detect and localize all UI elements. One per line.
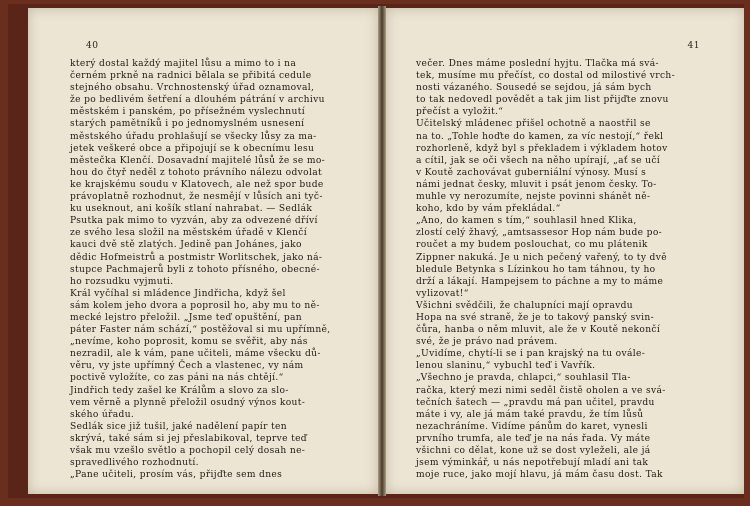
text-line: věru, vy jste upřímný Čech a vlastenec, vy nám [70, 361, 304, 372]
text-line: právoplatně rozhodnut, že nesmějí v lůsích ani tyč- [70, 192, 323, 203]
text-line: na to. „Tohle hoďte do kamen, za víc nestojí,“ řekl [416, 131, 664, 142]
text-line: nezachráníme. Vidíme pánům do karet, vynesli [416, 421, 648, 432]
text-line: tek, musíme mu přečíst, co dostal od milostivé vrch- [416, 71, 676, 82]
text-line: „Všechno je pravda, chlapci,“ souhlasil Tla- [416, 373, 631, 384]
text-line: který dostal každý majitel lůsu a mimo to i na [70, 59, 297, 69]
text-line: Hopa na své straně, že je to takový panský svin- [416, 312, 655, 323]
right-page [386, 8, 744, 494]
text-line: to tak nedovedl povědět a tak jim list přijďte znovu [416, 95, 669, 106]
text-line: zlostí celý žhavý, „amtsassesor Hop nám bude po- [416, 228, 663, 239]
text-line: Král vyčíhal si mládence Jindřicha, když šel [70, 288, 286, 299]
text-line: ke krajskému soudu v Klatovech, ale než spor bude [70, 179, 324, 190]
text-line: jetek veškeré obce a připojují se k obecnímu lesu [70, 143, 315, 154]
text-line: drží a lákají. Hampejsem to páchne a my to máme [416, 276, 664, 287]
text-line: račka, který mezi nimi seděl čistě oholen a ve svá- [416, 385, 666, 396]
text-line: Sedlák sice již tušil, jaké nadělení papír ten [70, 421, 287, 432]
text-line: dědic Hofmeistrů a postmistr Worlitschek, jako ná- [70, 252, 323, 263]
text-line: sám kolem jeho dvora a poprosil ho, aby mu to ně- [70, 300, 320, 311]
text-line: máte i vy, ale já mám také pravdu, že tím lůsů [416, 409, 644, 420]
text-line: kauci dvě stě zlatých. Jedině pan Johánes, jako [70, 240, 302, 251]
text-line: stupce Pachmajerů byli z tohoto přísného, obecné- [70, 264, 320, 275]
text-line: „Pane učiteli, prosím vás, přijďte sem dnes [70, 470, 283, 481]
text-line: Jindřich tedy zašel ke Králům a slovo za slo- [70, 385, 289, 396]
text-line: moje ruce, jako mojí hlavu, já mám času dost. Tak [416, 470, 663, 481]
text-line: jsem výminkář, u nás nepotřebují mladí ani tak [416, 458, 649, 469]
text-line: přečíst a vyložit.“ [416, 107, 504, 118]
right-page-text [416, 58, 716, 481]
text-line: rozhorleně, když byl s překladem i výkladem hotov [416, 143, 668, 154]
text-line: poctivě vyložíte, co zas páni na nás chtějí.“ [70, 373, 284, 384]
text-line: mecké lejstro přeložil. „Jsme teď opuštění, pan [70, 312, 302, 323]
text-line: Psutka pak mimo to vyzván, aby za odvezené dříví [70, 216, 318, 227]
text-line: Všichni svědčili, že chalupníci mají opravdu [416, 300, 633, 311]
book-spread [8, 4, 744, 498]
text-line: koho, kdo by vám překládal.“ [416, 204, 561, 215]
text-line: nezradil, ale k vám, pane učiteli, máme všecku dů- [70, 349, 321, 360]
text-line: muhle vy nerozumíte, nejste povinni shánět ně- [416, 192, 651, 203]
book-gutter [378, 6, 386, 496]
page-number-right: 41 [687, 41, 700, 51]
text-line: v Koutě zachovávat guberniální výnosy. Musí s [416, 167, 647, 178]
page-number-left: 40 [86, 41, 99, 51]
text-line: lenou slaninu,“ vybuchl teď i Vavřík. [416, 361, 596, 372]
text-line: hou do čtyř neděl z tohoto právního nálezu odvolat [70, 167, 323, 178]
left-page-text [70, 58, 366, 481]
text-line: bledule Betynka s Lízinkou ho tam táhnou, ty ho [416, 264, 656, 275]
text-line: skrývá, také sám si jej přeslabikoval, teprve teď [70, 433, 307, 444]
text-line: však mu vzešlo světlo a pochopil celý dosah ne- [70, 446, 306, 456]
text-line: všichni co dělat, kone už se dost vyleželi, ale já [416, 446, 651, 456]
text-line: městském i panském, po přísežném vyslechnutí [70, 107, 305, 118]
text-line: nosti vázaného. Sousedé se sejdou, já sám bych [416, 83, 652, 94]
text-line: večer. Dnes máme poslední hyjtu. Tlačka má svá- [416, 59, 659, 69]
text-line: vem věrně a plynně přeložil osudný výnos kout- [70, 397, 306, 408]
text-line: roučet a my budem poslouchat, co mu plátenik [416, 240, 648, 251]
text-line: námi jednat česky, mluvit i psát jenom česky. To- [416, 179, 657, 190]
text-line: ského úřadu. [70, 409, 135, 420]
text-line: spravedlivého rozhodnutí. [70, 458, 199, 469]
text-line: ku useknout, ani košík stlaní nahrabat. — Sedlák [70, 204, 313, 215]
text-line: páter Faster nám schází,“ postěžoval si mu upřímně, [70, 325, 331, 336]
text-line: městečka Klenčí. Dosavadní majitelé lůsů že se mo- [70, 155, 326, 166]
text-line: Zippner nakuká. Je u nich pečený vařený, to ty dvě [416, 252, 667, 263]
text-line: ho rozsudku vyjmuti. [70, 276, 174, 287]
text-line: že po bedlivém šetření a dlouhém pátrání v archivu [70, 95, 325, 106]
text-line: černém prkně na radnici bělala se přibitá cedule [70, 71, 312, 82]
left-page [28, 8, 379, 494]
text-line: a cítil, jak se oči všech na něho upírají, „ať se učí [416, 155, 661, 166]
text-line: „Ano, do kamen s tím,“ souhlasil hned Klika, [416, 216, 637, 227]
text-line: ze svého lesa složil na městském úřadě v Klenčí [70, 228, 307, 239]
text-line: čůra, hanba o něm mluvit, ale že v Koutě nekončí [416, 325, 661, 336]
text-line: své, že je právo nad právem. [416, 337, 558, 348]
text-line: Učitelský mládenec přišel ochotně a naostřil se [416, 119, 651, 130]
text-line: „nevíme, koho poprosit, komu se svěřit, aby nás [70, 337, 308, 348]
text-line: tečních šatech — „pravdu má pan učitel, pravdu [416, 397, 655, 408]
text-line: vylizovat!“ [416, 288, 469, 299]
text-line: městského úřadu prohlašují se všecky lůsy za ma- [70, 131, 317, 142]
text-line: stejného obsahu. Vrchnostenský úřad oznamoval, [70, 83, 315, 94]
text-line: prvního trumfa, ale teď je na nás řada. Vy máte [416, 433, 651, 444]
text-line: „Uvidíme, chytí-li se i pan krajský na tu ovále- [416, 349, 646, 360]
text-line: starých pamětníků i po jednomyslném usnesení [70, 119, 305, 130]
